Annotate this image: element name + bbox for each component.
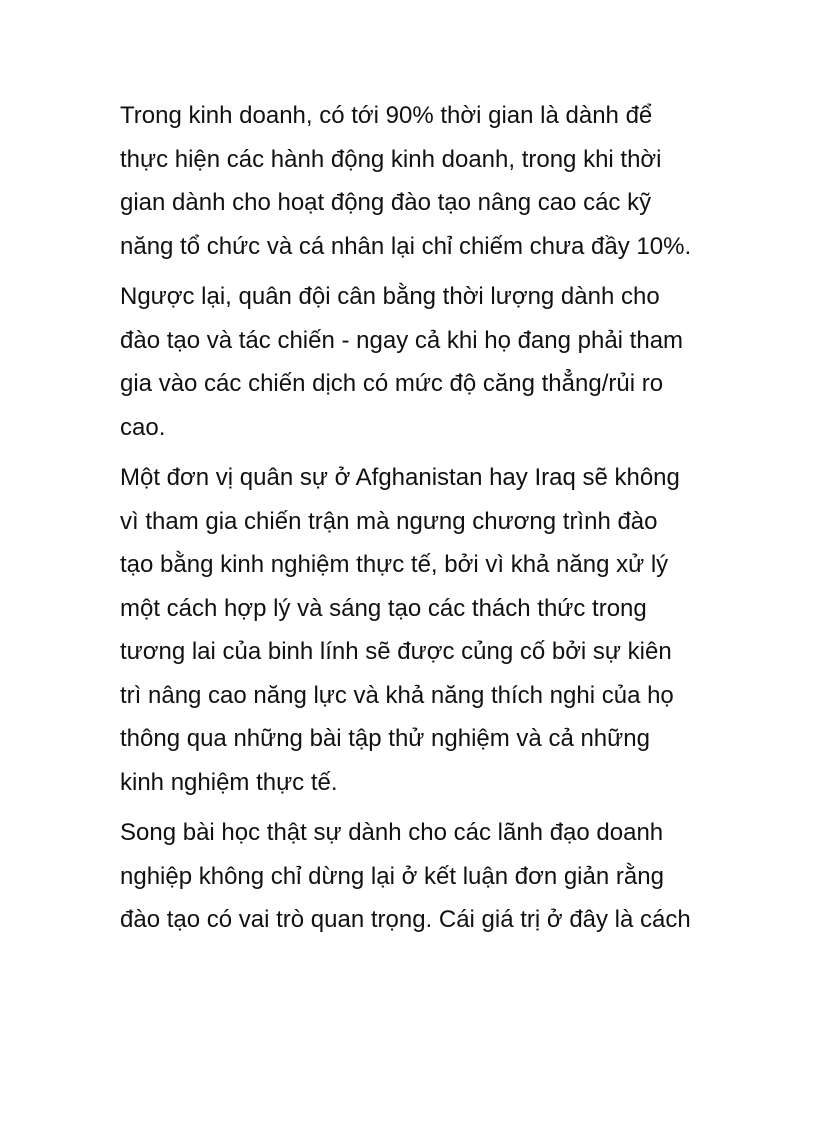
text-line: gian dành cho hoạt động đào tạo nâng cao các kỹ <box>120 189 652 216</box>
document-body <box>120 94 710 949</box>
text-line: đào tạo có vai trò quan trọng. Cái giá trị ở đây là cách <box>120 906 691 933</box>
text-line: vì tham gia chiến trận mà ngưng chương trình đào <box>120 507 658 535</box>
text-line: Một đơn vị quân sự ở Afghanistan hay Iraq sẽ không <box>120 464 680 491</box>
text-line: thông qua những bài tập thử nghiệm và cả những <box>120 725 650 752</box>
text-line: tạo bằng kinh nghiệm thực tế, bởi vì khả năng xử lý <box>120 551 669 578</box>
text-line: gia vào các chiến dịch có mức độ căng thẳng/rủi ro <box>120 370 664 397</box>
text-line: Song bài học thật sự dành cho các lãnh đạo doanh <box>120 819 664 846</box>
paragraph-4 <box>120 811 710 942</box>
text-line: Trong kinh doanh, có tới 90% thời gian là dành để <box>120 102 653 129</box>
text-line: tương lai của binh lính sẽ được củng cố bởi sự kiên <box>120 638 672 665</box>
text-line: Ngược lại, quân đội cân bằng thời lượng dành cho <box>120 283 660 310</box>
paragraph-3 <box>120 456 710 804</box>
text-line: đào tạo và tác chiến - ngay cả khi họ đang phải tham <box>120 326 684 354</box>
text-line: năng tổ chức và cá nhân lại chỉ chiếm chưa đầy 10%. <box>120 232 692 260</box>
text-line: nghiệp không chỉ dừng lại ở kết luận đơn giản rằng <box>120 862 664 890</box>
paragraph-2 <box>120 275 710 449</box>
text-line: cao. <box>120 413 166 441</box>
paragraph-1 <box>120 94 710 268</box>
text-line: thực hiện các hành động kinh doanh, trong khi thời <box>120 145 662 173</box>
text-line: một cách hợp lý và sáng tạo các thách thức trong <box>120 594 647 622</box>
text-line: trì nâng cao năng lực và khả năng thích nghi của họ <box>120 681 674 709</box>
text-line: kinh nghiệm thực tế. <box>120 768 338 796</box>
